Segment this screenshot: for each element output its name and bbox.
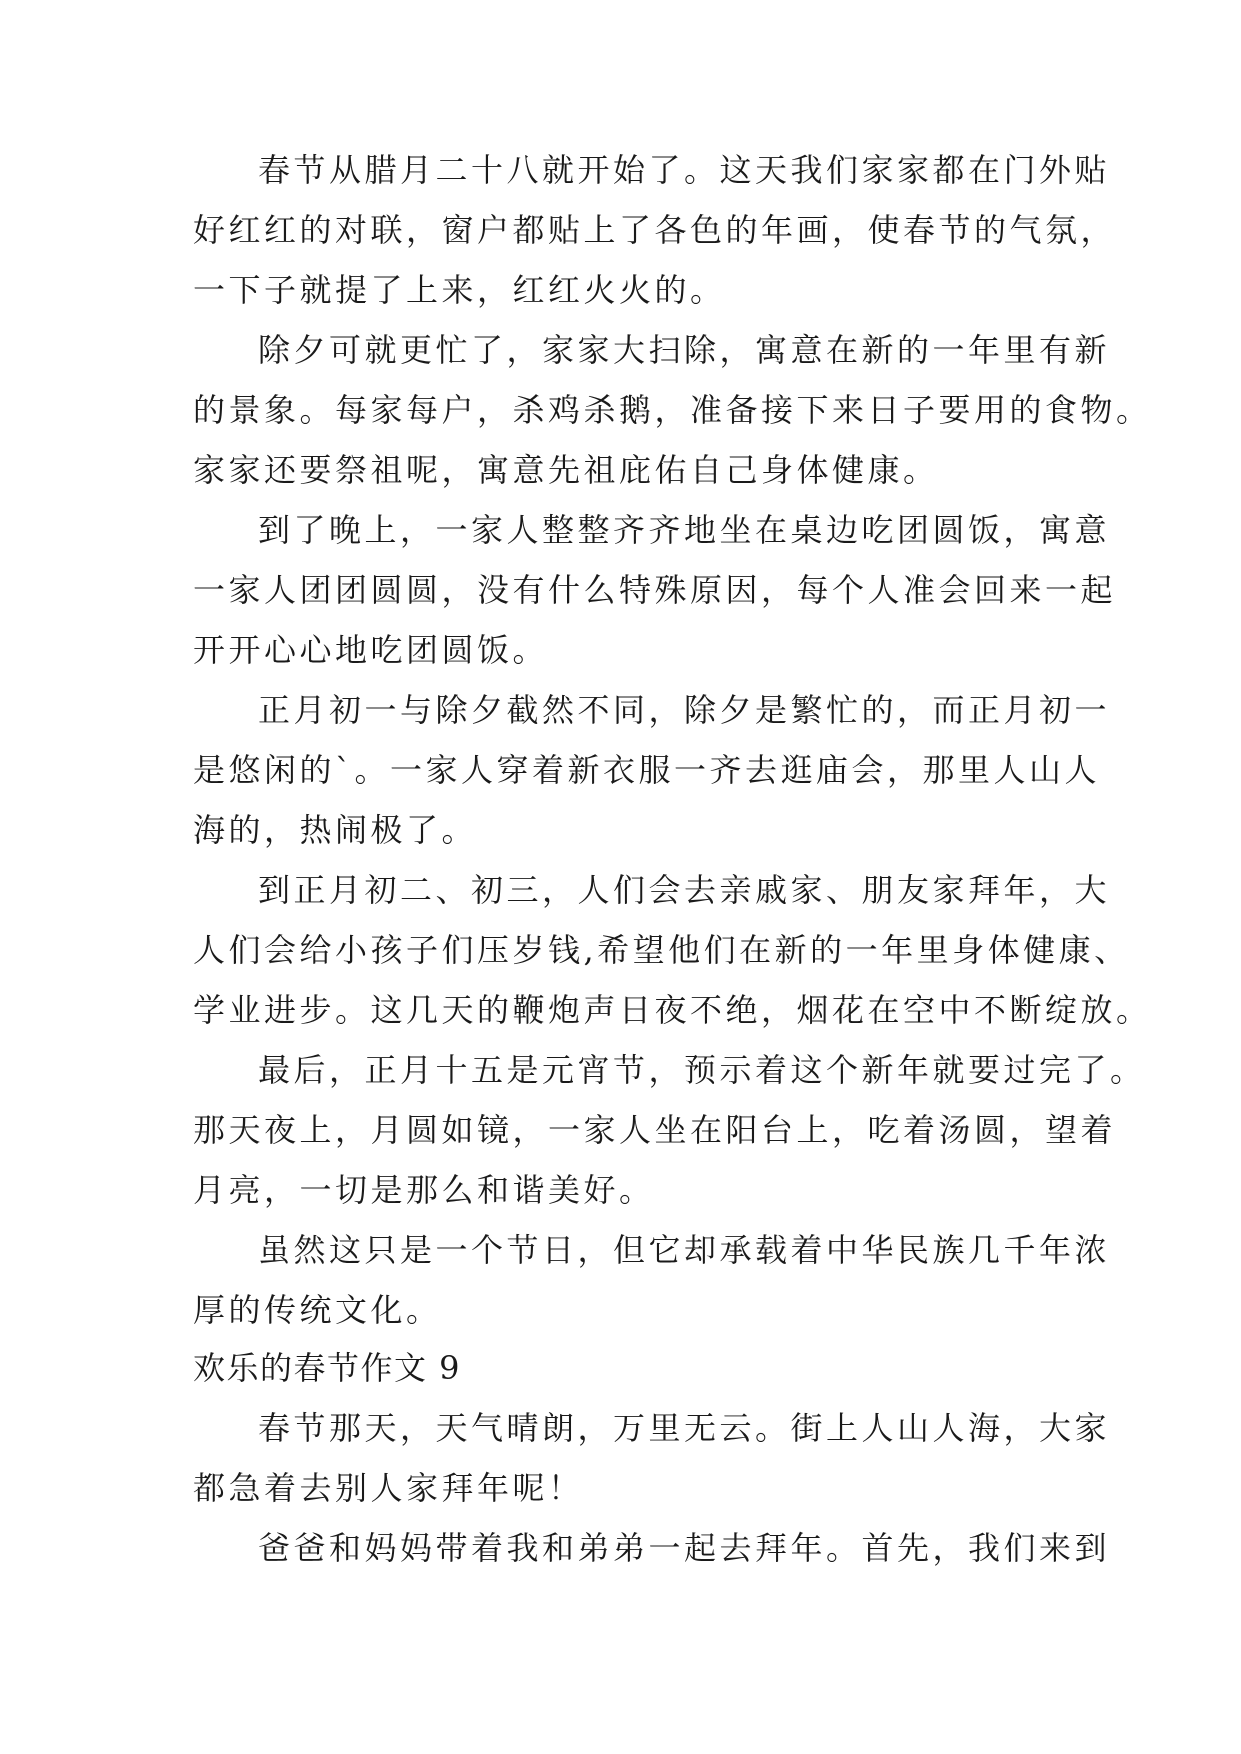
text-line: 最后，正月十五是元宵节，预示着这个新年就要过完了。 [258,1051,1146,1089]
text-line: 好红红的对联，窗户都贴上了各色的年画，使春节的气氛， [193,211,1117,249]
text-line: 爸爸和妈妈带着我和弟弟一起去拜年。首先，我们来到 [258,1529,1111,1567]
text-line: 春节从腊月二十八就开始了。这天我们家家都在门外贴 [258,151,1111,189]
text-line: 到了晚上，一家人整整齐齐地坐在桌边吃团圆饭，寓意 [258,511,1111,549]
text-line: 一家人团团圆圆，没有什么特殊原因，每个人准会回来一起 [193,571,1117,609]
text-line: 是悠闲的`。一家人穿着新衣服一齐去逛庙会，那里人山人 [193,751,1101,789]
text-line: 厚的传统文化。 [193,1291,442,1329]
text-line: 海的，热闹极了。 [193,811,478,849]
text-line: 月亮，一切是那么和谐美好。 [193,1171,655,1209]
text-line: 到正月初二、初三，人们会去亲戚家、朋友家拜年，大 [258,871,1111,909]
text-line: 的景象。每家每户，杀鸡杀鹅，准备接下来日子要用的食物。 [193,391,1152,429]
text-line: 人们会给小孩子们压岁钱,希望他们在新的一年里身体健康、 [193,931,1130,969]
text-line: 正月初一与除夕截然不同，除夕是繁忙的，而正月初一 [258,691,1111,729]
text-line: 开开心心地吃团圆饭。 [193,631,549,669]
text-line: 春节那天，天气晴朗，万里无云。街上人山人海，大家 [258,1409,1111,1447]
text-line: 一下子就提了上来，红红火火的。 [193,271,726,309]
text-line: 都急着去别人家拜年呢！ [193,1469,584,1507]
section-heading: 欢乐的春节作文 9 [193,1349,462,1387]
text-line: 虽然这只是一个节日，但它却承载着中华民族几千年浓 [258,1231,1111,1269]
text-line: 学业进步。这几天的鞭炮声日夜不绝，烟花在空中不断绽放。 [193,991,1152,1029]
text-line: 家家还要祭祖呢，寓意先祖庇佑自己身体健康。 [193,451,939,489]
text-line: 那天夜上，月圆如镜，一家人坐在阳台上，吃着汤圆，望着 [193,1111,1117,1149]
text-line: 除夕可就更忙了，家家大扫除，寓意在新的一年里有新 [258,331,1111,369]
